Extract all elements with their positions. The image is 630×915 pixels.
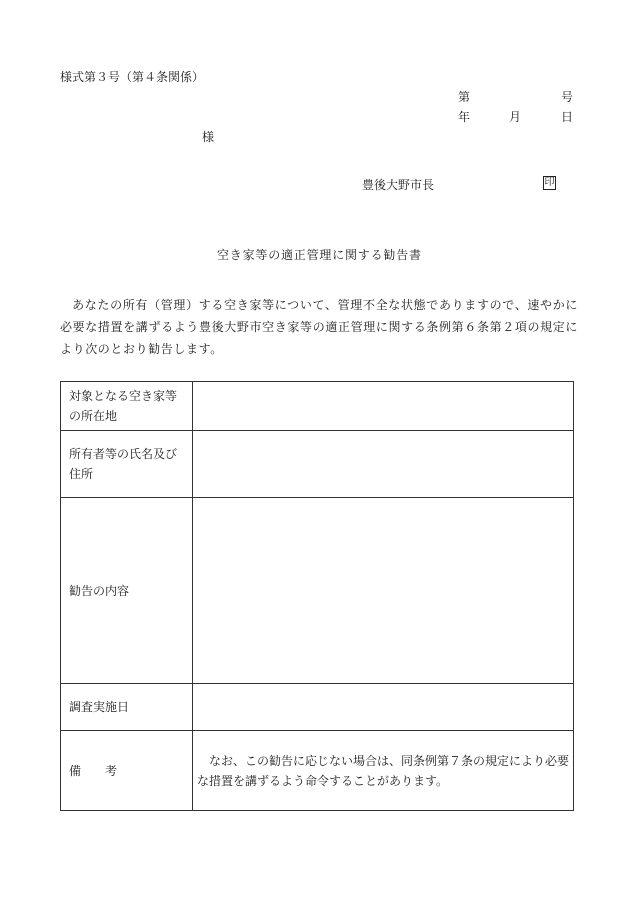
table-row	[61, 731, 574, 811]
value-owner-name-address	[193, 431, 574, 498]
table-row	[61, 431, 574, 498]
value-survey-date	[193, 684, 574, 731]
table-row	[61, 382, 574, 431]
label-remarks: 備 考	[61, 731, 193, 811]
table-row	[61, 498, 574, 684]
date-year: 年	[458, 110, 471, 124]
body-text: あなたの所有（管理）する空き家等について、管理不全な状態でありますので、速やかに必要な措置を講ずるよう豊後大野市空き家等の適正管理に関する条例第６条第２項の規定により次のとおり勧告します。	[60, 298, 578, 356]
date-day: 日	[561, 110, 574, 124]
label-survey-date: 調査実施日	[61, 684, 193, 731]
document-title: 空き家等の適正管理に関する勧告書	[217, 248, 422, 262]
doc-number-prefix: 第	[458, 90, 471, 104]
label-owner-name-address: 所有者等の氏名及び住所	[61, 431, 193, 498]
body-paragraph	[60, 294, 578, 360]
value-recommendation-content	[193, 498, 574, 684]
addressee-suffix: 様	[202, 130, 215, 144]
table-row	[61, 684, 574, 731]
value-remarks: なお、この勧告に応じない場合は、同条例第７条の規定により必要な措置を講ずるよう命令することがあります。	[193, 731, 574, 811]
date-month: 月	[509, 110, 522, 124]
form-number: 様式第３号（第４条関係）	[60, 70, 205, 84]
seal-stamp: 印	[544, 177, 555, 188]
value-target-location	[193, 382, 574, 431]
recommendation-table	[60, 381, 574, 811]
doc-number-suffix: 号	[561, 90, 574, 104]
issuer-name: 豊後大野市長	[362, 178, 435, 192]
label-target-location: 対象となる空き家等の所在地	[61, 382, 193, 431]
label-recommendation-content: 勧告の内容	[61, 498, 193, 684]
